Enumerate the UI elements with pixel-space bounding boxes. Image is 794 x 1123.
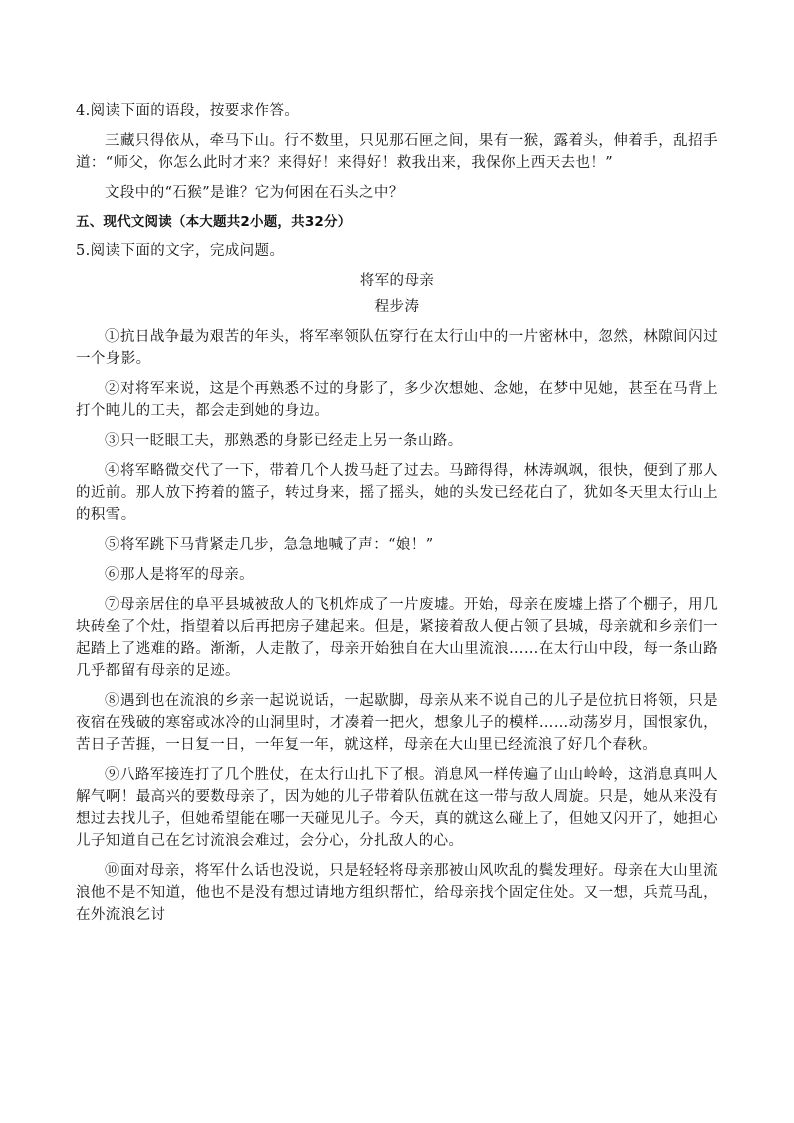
section-5-label: 五、现代文阅读（本大题共 [76, 214, 241, 230]
article-paragraph: ⑦母亲居住的阜平县城被敌人的飞机炸成了一片废墟。开始，母亲在废墟上搭了个棚子，用几块砖垒了个灶，指望着以后再把房子建起来。但是，紧接着敌人便占领了县城，母亲就和乡亲们一起踏上了逃难的路。渐渐，人走散了，母亲开始独自在大山里流浪……在太行山中段，每一条山路几乎都留有母亲的足迹。 [76, 597, 718, 679]
section-5-heading [76, 212, 718, 232]
question-4-question: 文段中的“石猴”是谁？它为何困在石头之中？ [105, 185, 404, 201]
article-author: 程步涛 [374, 299, 420, 315]
section-5-score: 32 [304, 214, 324, 230]
article-paragraph: ⑩面对母亲，将军什么话也没说，只是轻轻将母亲那被山风吹乱的鬓发理好。母亲在大山里流浪他不是不知道，他也不是没有想过请地方组织帮忙，给母亲找个固定住处。又一想，兵荒马乱，在外流浪乞讨 [76, 863, 718, 923]
question-4-prompt [76, 100, 718, 122]
question-5-prompt [76, 240, 718, 262]
question-5-text: 阅读下面的文字，完成问题。 [90, 243, 285, 259]
section-5-count: 2 [240, 214, 250, 230]
article-paragraph: ⑥那人是将军的母亲。 [105, 567, 254, 583]
question-4-number: 4. [76, 103, 91, 119]
article-title: 将军的母亲 [359, 273, 435, 289]
article-paragraph: ②对将军来说，这是个再熟悉不过的身影了，多少次想她、念她，在梦中见她，甚至在马背上打个盹儿的工夫，都会走到她的身边。 [76, 381, 718, 419]
question-4-passage: 三藏只得依从，牵马下山。行不数里，只见那石匣之间，果有一猴，露着头，伸着手，乱招手道：“师父，你怎么此时才来？来得好！来得好！救我出来，我保你上西天去也！” [76, 133, 718, 171]
section-5-mid: 小题，共 [250, 214, 305, 230]
article-paragraph: ⑤将军跳下马背紧走几步，急急地喊了声：“娘！” [105, 537, 434, 553]
article-paragraph: ①抗日战争最为艰苦的年头，将军率领队伍穿行在太行山中的一片密林中，忽然，林隙间闪过一个身影。 [76, 329, 718, 367]
article-paragraph: ③只一眨眼工夫，那熟悉的身影已经走上另一条山路。 [105, 433, 463, 449]
article-paragraph: ⑨八路军接连打了几个胜仗，在太行山扎下了根。消息风一样传遍了山山岭岭，这消息真叫人解气啊！最高兴的要数母亲了，因为她的儿子带着队伍就在这一带与敌人周旋。只是，她从来没有想过去找儿子，但她希望能在哪一天碰见儿子。今天，真的就这么碰上了，但她又闪开了，她担心儿子知道自己在乞讨流浪会难过，会分心，分扎敌人的心。 [76, 767, 718, 849]
section-5-end: 分） [324, 214, 352, 230]
article-paragraph: ④将军略微交代了一下，带着几个人拨马赶了过去。马蹄得得，林涛飒飒，很快，便到了那人的近前。那人放下挎着的篮子，转过身来，摇了摇头，她的头发已经花白了，犹如冬天里太行山上的积雪。 [76, 463, 718, 523]
article-paragraph: ⑧遇到也在流浪的乡亲一起说说话，一起歇脚，母亲从来不说自己的儿子是位抗日将领，只是夜宿在残破的寒窑或冰冷的山洞里时，才凑着一把火，想象儿子的模样……动荡岁月，国恨家仇，苦日子苦捱，一日复一日，一年复一年，就这样，母亲在大山里已经流浪了好几个春秋。 [76, 693, 718, 753]
question-5-number: 5. [76, 243, 91, 259]
question-4-text: 阅读下面的语段，按要求作答。 [90, 103, 300, 119]
